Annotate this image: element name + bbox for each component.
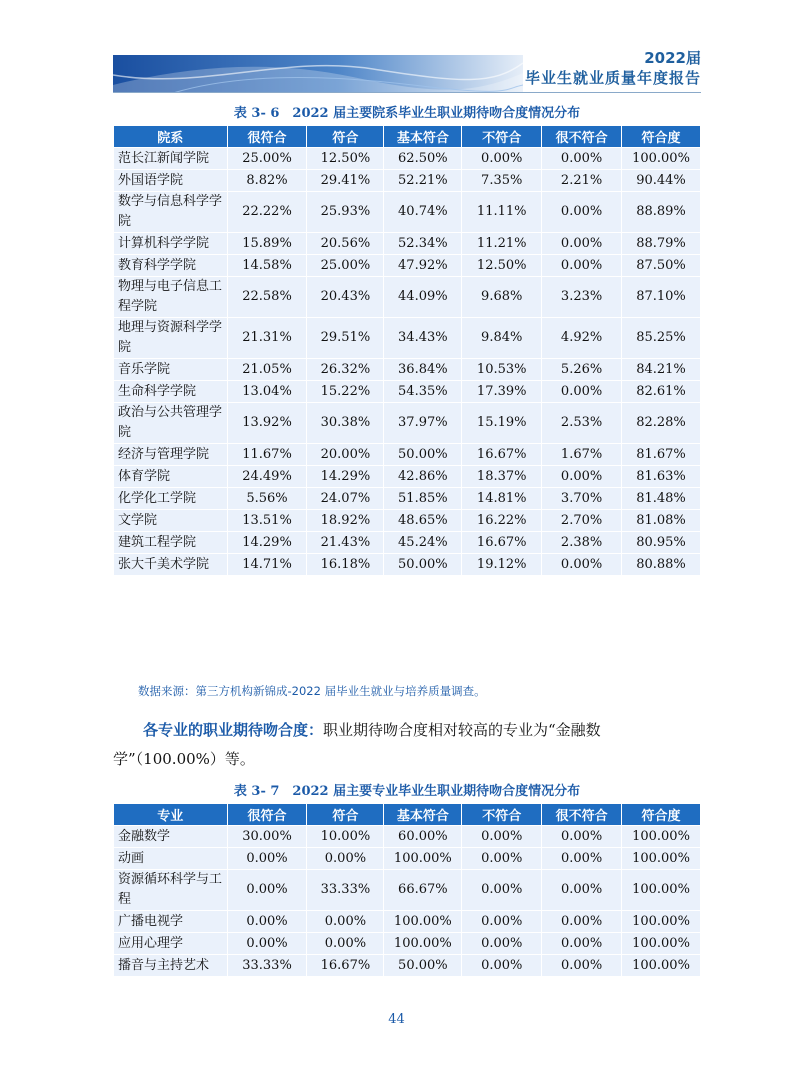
- table-cell: 81.63%: [622, 466, 701, 488]
- table-row: [114, 554, 701, 576]
- table-cell: 5.56%: [227, 488, 307, 510]
- table1-header-cell: 符合度: [622, 126, 701, 148]
- table-cell: 22.22%: [227, 192, 307, 233]
- table-cell: 26.32%: [307, 359, 384, 381]
- report-header: [525, 48, 701, 88]
- header-subtitle: 毕业生就业质量年度报告: [524, 69, 701, 87]
- table-cell: 50.00%: [384, 554, 462, 576]
- table2-header-cell: 符合: [307, 804, 384, 826]
- department-table: [113, 125, 701, 576]
- table-cell: 100.00%: [622, 148, 701, 170]
- table-cell: 88.89%: [622, 192, 701, 233]
- table-cell: 60.00%: [384, 826, 462, 848]
- table-cell: 21.31%: [227, 318, 307, 359]
- table-cell: 62.50%: [384, 148, 462, 170]
- table-cell: 24.07%: [307, 488, 384, 510]
- table-cell: 44.09%: [384, 277, 462, 318]
- table-cell: 8.82%: [227, 170, 307, 192]
- table-cell: 19.12%: [462, 554, 542, 576]
- table-cell: 36.84%: [384, 359, 462, 381]
- table1-header-cell: 符合: [307, 126, 384, 148]
- table-cell: 0.00%: [542, 554, 622, 576]
- row-label: 体育学院: [114, 466, 228, 488]
- table-cell: 52.34%: [384, 233, 462, 255]
- table1-header-cell: 基本符合: [384, 126, 462, 148]
- header-year: 2022届: [644, 49, 701, 67]
- table-cell: 30.00%: [227, 826, 307, 848]
- table-cell: 2.70%: [542, 510, 622, 532]
- table-cell: 33.33%: [227, 955, 307, 977]
- row-label: 数学与信息科学学院: [114, 192, 228, 233]
- table-cell: 22.58%: [227, 277, 307, 318]
- row-label: 政治与公共管理学院: [114, 403, 228, 444]
- row-label: 文学院: [114, 510, 228, 532]
- row-label: 生命科学学院: [114, 381, 228, 403]
- table-cell: 4.92%: [542, 318, 622, 359]
- table-cell: 11.11%: [462, 192, 542, 233]
- table-cell: 81.08%: [622, 510, 701, 532]
- table2-header-cell: 不符合: [462, 804, 542, 826]
- table2-caption: 表 3- 7 2022 届主要专业毕业生职业期待吻合度情况分布: [233, 784, 581, 799]
- table-cell: 0.00%: [542, 255, 622, 277]
- table-cell: 40.74%: [384, 192, 462, 233]
- table-cell: 54.35%: [384, 381, 462, 403]
- table-cell: 2.21%: [542, 170, 622, 192]
- table-cell: 14.58%: [227, 255, 307, 277]
- table1-header-cell: 不符合: [462, 126, 542, 148]
- table-cell: 24.49%: [227, 466, 307, 488]
- table-cell: 15.89%: [227, 233, 307, 255]
- table-cell: 0.00%: [227, 870, 307, 911]
- table1-header-cell: 院系: [114, 126, 228, 148]
- table-row: [114, 466, 701, 488]
- table-cell: 0.00%: [542, 381, 622, 403]
- table-cell: 52.21%: [384, 170, 462, 192]
- table-cell: 29.51%: [307, 318, 384, 359]
- table-cell: 20.00%: [307, 444, 384, 466]
- table-cell: 0.00%: [542, 848, 622, 870]
- row-label: 资源循环科学与工程: [114, 870, 228, 911]
- table-row: [114, 444, 701, 466]
- paragraph-text: 职业期待吻合度相对较高的专业为“金融数学”（100.00%）等。: [113, 721, 601, 768]
- table-cell: 5.26%: [542, 359, 622, 381]
- table-cell: 18.92%: [307, 510, 384, 532]
- row-label: 应用心理学: [114, 933, 228, 955]
- header-banner: [113, 55, 523, 93]
- table-cell: 10.00%: [307, 826, 384, 848]
- row-label: 计算机科学学院: [114, 233, 228, 255]
- table-cell: 88.79%: [622, 233, 701, 255]
- page-number: 44: [388, 1012, 405, 1027]
- table-cell: 0.00%: [542, 933, 622, 955]
- row-label: 广播电视学: [114, 911, 228, 933]
- row-label: 音乐学院: [114, 359, 228, 381]
- table-cell: 21.05%: [227, 359, 307, 381]
- table-row: [114, 848, 701, 870]
- table-cell: 17.39%: [462, 381, 542, 403]
- table1-body: [114, 148, 701, 576]
- row-label: 外国语学院: [114, 170, 228, 192]
- table-cell: 15.22%: [307, 381, 384, 403]
- table-cell: 84.21%: [622, 359, 701, 381]
- table-cell: 100.00%: [622, 955, 701, 977]
- table-cell: 0.00%: [307, 848, 384, 870]
- table-cell: 0.00%: [227, 848, 307, 870]
- table-cell: 81.48%: [622, 488, 701, 510]
- table-cell: 48.65%: [384, 510, 462, 532]
- table-cell: 100.00%: [384, 933, 462, 955]
- table-cell: 50.00%: [384, 444, 462, 466]
- table-row: [114, 192, 701, 233]
- table2-header-cell: 很符合: [227, 804, 307, 826]
- table-cell: 16.18%: [307, 554, 384, 576]
- table-cell: 1.67%: [542, 444, 622, 466]
- table-cell: 45.24%: [384, 532, 462, 554]
- table-row: [114, 532, 701, 554]
- table-cell: 14.71%: [227, 554, 307, 576]
- table-cell: 85.25%: [622, 318, 701, 359]
- table-row: [114, 403, 701, 444]
- table-cell: 16.22%: [462, 510, 542, 532]
- table-row: [114, 359, 701, 381]
- table1-caption: 表 3- 6 2022 届主要院系毕业生职业期待吻合度情况分布: [233, 106, 581, 121]
- table1-header-row: [114, 126, 701, 148]
- table-cell: 10.53%: [462, 359, 542, 381]
- table-cell: 100.00%: [622, 826, 701, 848]
- table-cell: 81.67%: [622, 444, 701, 466]
- table2-header-row: [114, 804, 701, 826]
- table1-header-cell: 很符合: [227, 126, 307, 148]
- table-cell: 33.33%: [307, 870, 384, 911]
- table2-header-cell: 专业: [114, 804, 228, 826]
- table-cell: 0.00%: [542, 466, 622, 488]
- table2-header-cell: 基本符合: [384, 804, 462, 826]
- table-cell: 0.00%: [227, 933, 307, 955]
- table-row: [114, 911, 701, 933]
- table-cell: 82.61%: [622, 381, 701, 403]
- table-cell: 0.00%: [462, 933, 542, 955]
- table-cell: 2.38%: [542, 532, 622, 554]
- table-cell: 11.67%: [227, 444, 307, 466]
- table-cell: 0.00%: [462, 955, 542, 977]
- row-label: 化学化工学院: [114, 488, 228, 510]
- data-source-note: 数据来源：第三方机构新锦成-2022 届毕业生就业与培养质量调查。: [138, 684, 486, 698]
- table-row: [114, 233, 701, 255]
- table-cell: 0.00%: [542, 233, 622, 255]
- table-cell: 14.29%: [227, 532, 307, 554]
- table-cell: 25.00%: [227, 148, 307, 170]
- table1-header-cell: 很不符合: [542, 126, 622, 148]
- table-cell: 15.19%: [462, 403, 542, 444]
- row-label: 教育科学学院: [114, 255, 228, 277]
- table-row: [114, 488, 701, 510]
- table-cell: 0.00%: [462, 911, 542, 933]
- table-cell: 82.28%: [622, 403, 701, 444]
- table-row: [114, 933, 701, 955]
- table-row: [114, 870, 701, 911]
- table-cell: 20.43%: [307, 277, 384, 318]
- table-cell: 0.00%: [542, 826, 622, 848]
- row-label: 动画: [114, 848, 228, 870]
- table-row: [114, 510, 701, 532]
- table-cell: 13.51%: [227, 510, 307, 532]
- table-cell: 7.35%: [462, 170, 542, 192]
- table-cell: 50.00%: [384, 955, 462, 977]
- paragraph: [113, 716, 701, 774]
- table-cell: 100.00%: [622, 870, 701, 911]
- table-cell: 0.00%: [542, 192, 622, 233]
- table-cell: 0.00%: [462, 870, 542, 911]
- table-cell: 0.00%: [542, 955, 622, 977]
- table-row: [114, 955, 701, 977]
- table-cell: 34.43%: [384, 318, 462, 359]
- table-cell: 0.00%: [462, 148, 542, 170]
- table-cell: 51.85%: [384, 488, 462, 510]
- table-cell: 12.50%: [462, 255, 542, 277]
- table-cell: 0.00%: [462, 848, 542, 870]
- table-cell: 0.00%: [307, 911, 384, 933]
- table-cell: 87.10%: [622, 277, 701, 318]
- table-cell: 66.67%: [384, 870, 462, 911]
- table-cell: 87.50%: [622, 255, 701, 277]
- table-cell: 29.41%: [307, 170, 384, 192]
- paragraph-highlight: 各专业的职业期待吻合度：: [143, 721, 324, 739]
- table-cell: 25.93%: [307, 192, 384, 233]
- row-label: 金融数学: [114, 826, 228, 848]
- table-cell: 100.00%: [622, 911, 701, 933]
- table-cell: 0.00%: [542, 870, 622, 911]
- table-cell: 13.92%: [227, 403, 307, 444]
- table2-header-cell: 符合度: [622, 804, 701, 826]
- table2-header-cell: 很不符合: [542, 804, 622, 826]
- table-cell: 0.00%: [307, 933, 384, 955]
- table-cell: 0.00%: [542, 911, 622, 933]
- table-cell: 13.04%: [227, 381, 307, 403]
- table-cell: 90.44%: [622, 170, 701, 192]
- row-label: 范长江新闻学院: [114, 148, 228, 170]
- table-cell: 3.23%: [542, 277, 622, 318]
- table-row: [114, 148, 701, 170]
- table-cell: 16.67%: [462, 532, 542, 554]
- table-cell: 9.68%: [462, 277, 542, 318]
- row-label: 物理与电子信息工程学院: [114, 277, 228, 318]
- table-cell: 2.53%: [542, 403, 622, 444]
- table-cell: 100.00%: [622, 933, 701, 955]
- table-cell: 11.21%: [462, 233, 542, 255]
- table-cell: 14.81%: [462, 488, 542, 510]
- table-cell: 30.38%: [307, 403, 384, 444]
- table-cell: 16.67%: [307, 955, 384, 977]
- table-cell: 16.67%: [462, 444, 542, 466]
- table-cell: 12.50%: [307, 148, 384, 170]
- table-cell: 9.84%: [462, 318, 542, 359]
- row-label: 播音与主持艺术: [114, 955, 228, 977]
- table-cell: 100.00%: [384, 848, 462, 870]
- table-cell: 80.88%: [622, 554, 701, 576]
- table-cell: 21.43%: [307, 532, 384, 554]
- major-table: [113, 803, 701, 977]
- table-cell: 100.00%: [622, 848, 701, 870]
- table-cell: 20.56%: [307, 233, 384, 255]
- table-cell: 80.95%: [622, 532, 701, 554]
- table-cell: 25.00%: [307, 255, 384, 277]
- table-cell: 18.37%: [462, 466, 542, 488]
- table-cell: 42.86%: [384, 466, 462, 488]
- table-cell: 3.70%: [542, 488, 622, 510]
- row-label: 张大千美术学院: [114, 554, 228, 576]
- table-row: [114, 277, 701, 318]
- table-row: [114, 170, 701, 192]
- row-label: 建筑工程学院: [114, 532, 228, 554]
- table-cell: 100.00%: [384, 911, 462, 933]
- row-label: 经济与管理学院: [114, 444, 228, 466]
- header-divider: [113, 92, 701, 93]
- table2-body: [114, 826, 701, 977]
- table-row: [114, 318, 701, 359]
- table-cell: 14.29%: [307, 466, 384, 488]
- table-cell: 0.00%: [227, 911, 307, 933]
- table-row: [114, 381, 701, 403]
- table-cell: 0.00%: [542, 148, 622, 170]
- table-row: [114, 255, 701, 277]
- table-cell: 37.97%: [384, 403, 462, 444]
- table-cell: 47.92%: [384, 255, 462, 277]
- table-cell: 0.00%: [462, 826, 542, 848]
- row-label: 地理与资源科学学院: [114, 318, 228, 359]
- table-row: [114, 826, 701, 848]
